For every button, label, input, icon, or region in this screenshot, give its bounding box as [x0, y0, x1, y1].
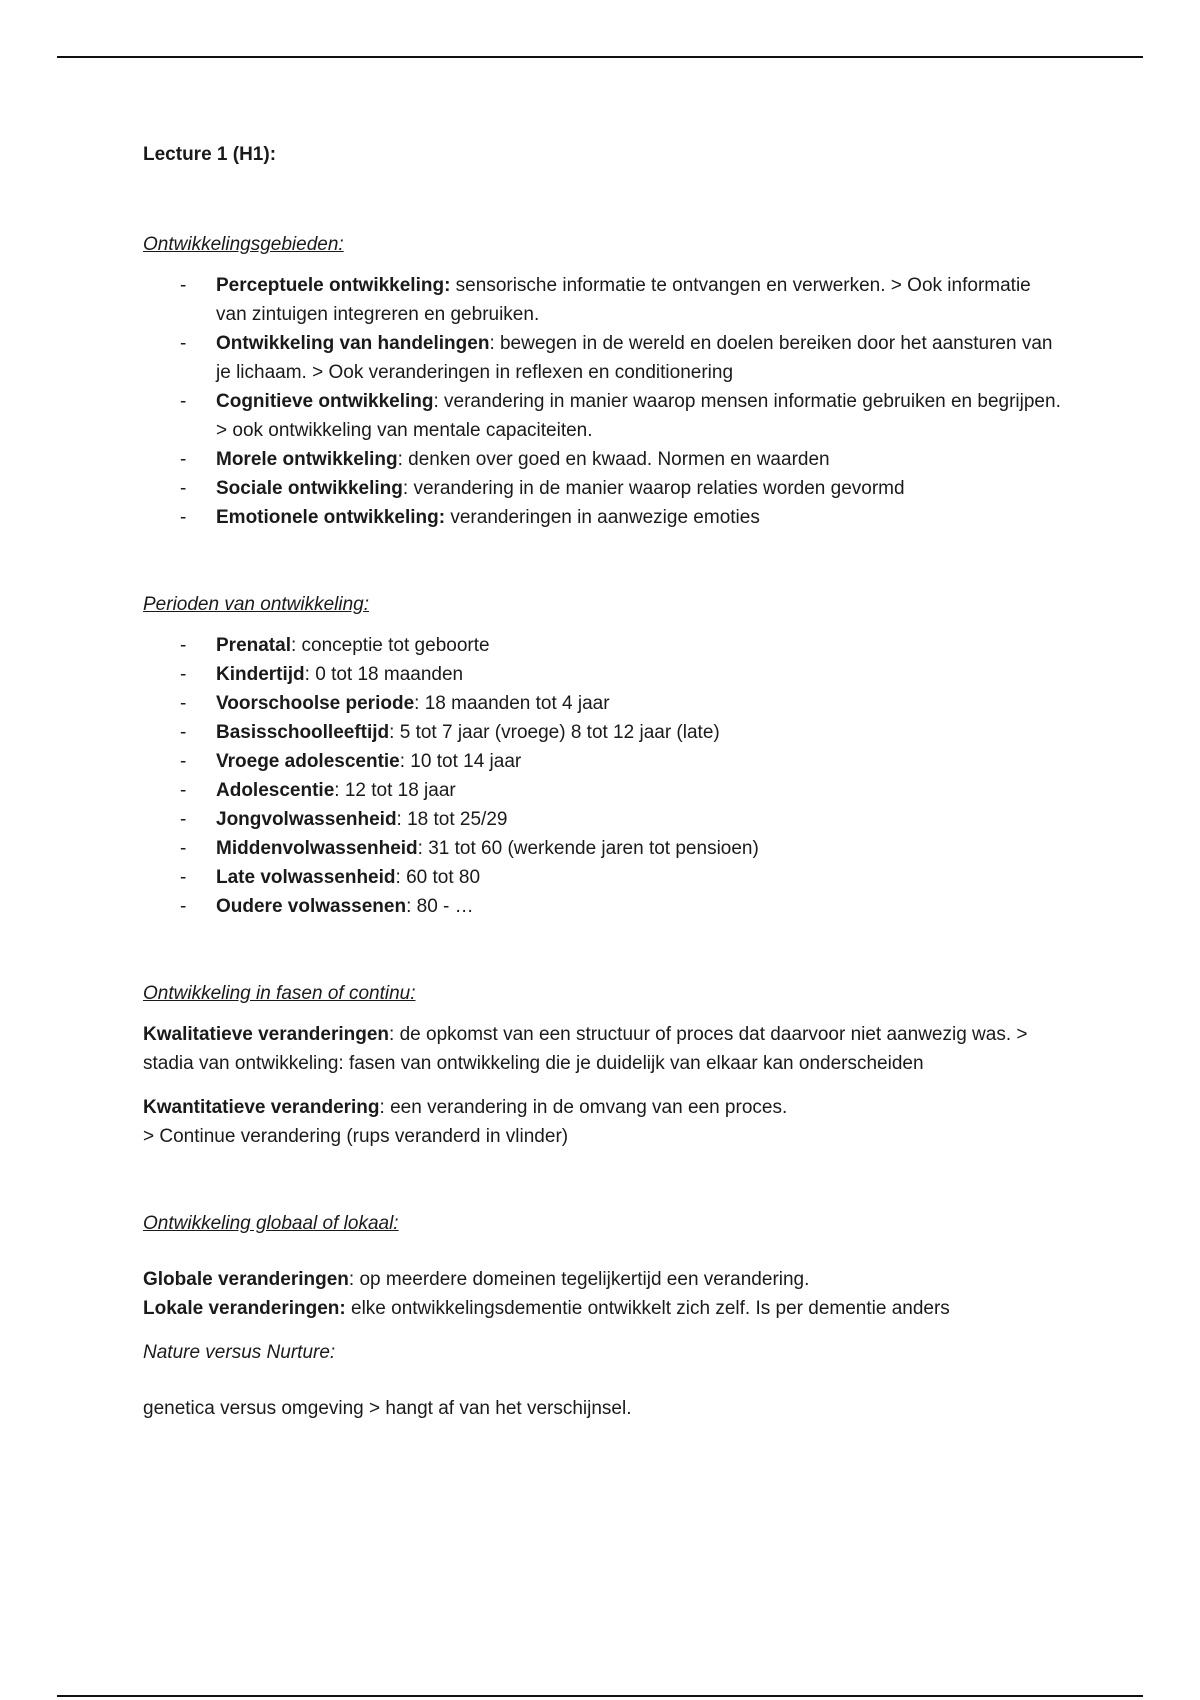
paragraph-text-line2: > Continue verandering (rups veranderd in vlinder): [143, 1126, 569, 1147]
footer-rule: [57, 1695, 1143, 1697]
list-item: [216, 834, 1063, 863]
list-item-text: veranderingen in aanwezige emoties: [445, 507, 760, 528]
list-item-term: Prenatal: [216, 635, 291, 656]
list-item-term: Morele ontwikkeling: [216, 449, 398, 470]
list-item-text: : verandering in manier waarop mensen informatie gebruiken en begrijpen. > ook ontwikkeling van mentale capaciteiten.: [216, 391, 1061, 441]
list-item: [216, 863, 1063, 892]
list-item-text: : conceptie tot geboorte: [290, 635, 490, 656]
list-item-term: Voorschoolse periode: [216, 693, 415, 714]
list-item: [216, 474, 1063, 503]
list-item: [216, 805, 1063, 834]
paragraph-term: Lokale veranderingen:: [143, 1298, 346, 1319]
document-body: [143, 140, 1063, 1423]
list-item-text: : 10 tot 14 jaar: [399, 751, 522, 772]
list-item: [216, 747, 1063, 776]
list-item-text: : bewegen in de wereld en doelen bereiken door het aansturen van je lichaam. > Ook veranderingen in reflexen en conditionering: [216, 333, 1053, 383]
section-heading-nature: Nature versus Nurture:: [143, 1342, 336, 1363]
list-item-term: Vroege adolescentie: [216, 751, 400, 772]
list-item-text: : verandering in de manier waarop relaties worden gevormd: [402, 478, 905, 499]
paragraph-globaal-lokaal: [143, 1265, 1063, 1323]
list-item-term: Emotionele ontwikkeling:: [216, 507, 446, 528]
list-item-text: : 60 tot 80: [395, 867, 481, 888]
paragraph-text: : een verandering in de omvang van een proces.: [379, 1097, 788, 1118]
page-title: Lecture 1 (H1):: [143, 144, 277, 165]
header-rule: [57, 56, 1143, 58]
list-item: [216, 503, 1063, 532]
section-heading-fasen: Ontwikkeling in fasen of continu:: [143, 983, 416, 1004]
paragraph-kwantitatief: [143, 1093, 1063, 1151]
list-item: [216, 689, 1063, 718]
list-item-term: Perceptuele ontwikkeling:: [216, 275, 451, 296]
list-item-text: : 12 tot 18 jaar: [334, 780, 456, 801]
list-item-text: : 5 tot 7 jaar (vroege) 8 tot 12 jaar (late): [389, 722, 720, 743]
gebieden-list: [143, 271, 1063, 532]
list-item-text: : 0 tot 18 maanden: [304, 664, 464, 685]
list-item-text: sensorische informatie te ontvangen en verwerken. > Ook informatie van zintuigen integreren en gebruiken.: [216, 275, 1031, 325]
list-item: [216, 631, 1063, 660]
paragraph-term: Kwalitatieve veranderingen: [143, 1024, 390, 1045]
paragraph-text: elke ontwikkelingsdementie ontwikkelt zich zelf. Is per dementie anders: [345, 1298, 950, 1319]
list-item: [216, 387, 1063, 445]
paragraph-term: Globale veranderingen: [143, 1269, 349, 1290]
paragraph-text: : de opkomst van een structuur of proces dat daarvoor niet aanwezig was. > stadia van ontwikkeling: fasen van ontwikkeling die je duidelijk van elkaar kan onderscheiden: [143, 1024, 1028, 1074]
list-item-term: Sociale ontwikkeling: [216, 478, 403, 499]
paragraph-term: Kwantitatieve verandering: [143, 1097, 380, 1118]
section-heading-globaal: Ontwikkeling globaal of lokaal:: [143, 1213, 399, 1234]
list-item: [216, 271, 1063, 329]
list-item-text: : 18 maanden tot 4 jaar: [414, 693, 610, 714]
list-item: [216, 718, 1063, 747]
list-item-text: : 31 tot 60 (werkende jaren tot pensioen): [417, 838, 759, 859]
list-item-text: : 18 tot 25/29: [396, 809, 508, 830]
list-item-text: : denken over goed en kwaad. Normen en waarden: [397, 449, 830, 470]
section-heading-perioden: Perioden van ontwikkeling:: [143, 594, 370, 615]
paragraph-text: : op meerdere domeinen tegelijkertijd een verandering.: [348, 1269, 810, 1290]
list-item-term: Oudere volwassenen: [216, 896, 407, 917]
list-item: [216, 329, 1063, 387]
list-item-term: Adolescentie: [216, 780, 335, 801]
list-item-term: Kindertijd: [216, 664, 305, 685]
section-heading-gebieden: Ontwikkelingsgebieden:: [143, 234, 344, 255]
list-item-term: Late volwassenheid: [216, 867, 396, 888]
perioden-list: [143, 631, 1063, 921]
list-item: [216, 660, 1063, 689]
list-item-term: Middenvolwassenheid: [216, 838, 418, 859]
list-item-text: : 80 - …: [406, 896, 474, 917]
list-item-term: Cognitieve ontwikkeling: [216, 391, 434, 412]
list-item: [216, 776, 1063, 805]
list-item: [216, 445, 1063, 474]
paragraph-nature: genetica versus omgeving > hangt af van het verschijnsel.: [143, 1398, 632, 1419]
list-item: [216, 892, 1063, 921]
list-item-term: Basisschoolleeftijd: [216, 722, 390, 743]
list-item-term: Ontwikkeling van handelingen: [216, 333, 490, 354]
list-item-term: Jongvolwassenheid: [216, 809, 397, 830]
paragraph-kwalitatief: [143, 1020, 1063, 1078]
